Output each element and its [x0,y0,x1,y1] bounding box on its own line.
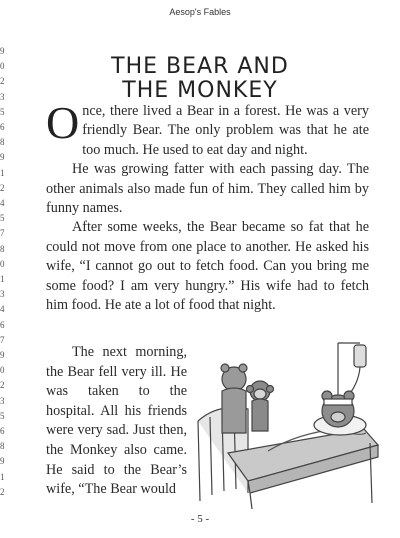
margin-line-number: 8 [0,441,5,452]
running-head: Aesop's Fables [169,7,231,17]
margin-line-number: 3 [0,289,5,300]
margin-line-number: 4 [0,198,5,209]
paragraph-3: After some weeks, the Bear became so fat that he could not move from one place to another. He asked his wife, “I cannot go out to fetch food. Can you bring me some food? I am very hungry.” His wife had to fetch him food. He ate a lot of food that night. [46,219,369,314]
margin-line-number: 2 [0,182,5,193]
margin-line-number: 9 [0,456,5,467]
margin-line-number: 6 [0,426,5,437]
paragraph-1-text: nce, there lived a Bear in a forest. He was a very friendly Bear. The only problem was that he ate too much. He used to eat day and night. [82,103,369,158]
story-body-narrow-column [46,343,187,500]
page-number: - 5 - [190,513,210,525]
sick-bear-in-bed-illustration [188,333,384,513]
drop-cap: O [46,97,80,148]
margin-line-number: 0 [0,258,5,269]
margin-line-number: 1 [0,274,5,285]
margin-line-number: 3 [0,395,5,406]
margin-line-number: 3 [0,91,5,102]
margin-line-number: 0 [0,365,5,376]
left-margin-line-numbers [0,44,9,500]
margin-line-number: 9 [0,152,5,163]
paragraph-4: The next morning, the Bear fell very ill. He was taken to the hospital. All his friends were very sad. Just then, the Monkey also came. He said to the Bear’s wife, “The Bear would [46,344,187,498]
margin-line-number: 5 [0,213,5,224]
margin-line-number: 2 [0,486,5,497]
margin-line-number: 8 [0,243,5,254]
paragraph-1 [46,97,369,160]
margin-line-number: 9 [0,46,5,56]
margin-line-number: 1 [0,471,5,482]
story-body [46,97,369,315]
margin-line-number: 6 [0,122,5,133]
margin-line-number: 4 [0,304,5,315]
story-title [0,55,400,103]
paragraph-2: He was growing fatter with each passing day. The other animals also made fun of him. They called him by funny names. [46,161,369,217]
title-line-1: THE BEAR AND [111,53,289,79]
margin-line-number: 8 [0,137,5,148]
margin-line-number: 2 [0,380,5,391]
title-line-2: THE MONKEY [122,77,278,103]
margin-line-number: 1 [0,167,5,178]
margin-line-number: 5 [0,410,5,421]
margin-line-number: 6 [0,319,5,330]
margin-line-number: 7 [0,228,5,239]
margin-line-number: 2 [0,76,5,87]
margin-line-number: 7 [0,334,5,345]
margin-line-number: 9 [0,350,5,361]
margin-line-number: 5 [0,106,5,117]
margin-line-number: 0 [0,61,5,72]
